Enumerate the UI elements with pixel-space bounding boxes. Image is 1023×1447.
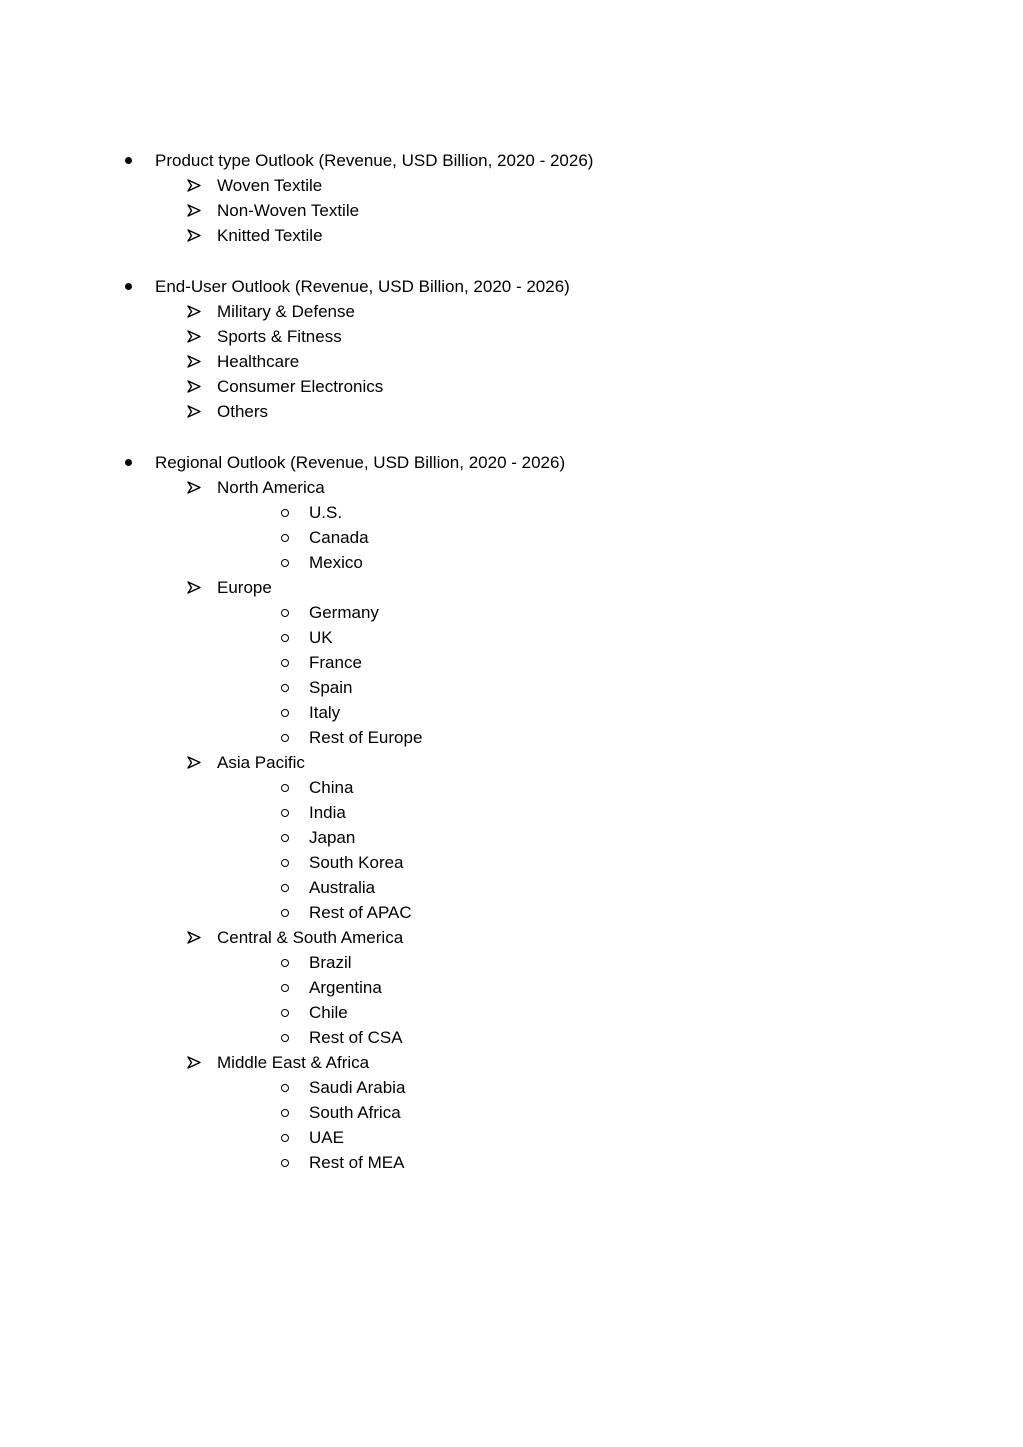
sub-list-item-label: UK xyxy=(309,628,333,647)
list-item xyxy=(0,173,1023,198)
sub-list-item xyxy=(0,550,1023,575)
bullet-dot-icon xyxy=(122,148,134,173)
sub-list-item-label: Mexico xyxy=(309,553,363,572)
arrow-bullet-icon xyxy=(186,324,202,349)
sub-list-item-label: Chile xyxy=(309,1003,348,1022)
list-item-label: Sports & Fitness xyxy=(217,327,342,346)
sub-list-item xyxy=(0,625,1023,650)
sub-list-item xyxy=(0,675,1023,700)
circle-bullet-icon xyxy=(278,1150,292,1175)
section-spacer xyxy=(0,248,1023,274)
sub-list-item-label: Rest of MEA xyxy=(309,1153,405,1172)
arrow-bullet-icon xyxy=(186,198,202,223)
sub-list-item xyxy=(0,1125,1023,1150)
arrow-bullet-icon xyxy=(186,399,202,424)
bullet-dot-icon xyxy=(122,274,134,299)
list-item xyxy=(0,1050,1023,1075)
sub-list-item xyxy=(0,500,1023,525)
circle-bullet-icon xyxy=(278,1100,292,1125)
sub-list-item xyxy=(0,725,1023,750)
sub-list-item xyxy=(0,525,1023,550)
list-item xyxy=(0,475,1023,500)
sub-list-item xyxy=(0,600,1023,625)
arrow-bullet-icon xyxy=(186,1050,202,1075)
list-item xyxy=(0,399,1023,424)
list-item-label: Europe xyxy=(217,578,272,597)
circle-bullet-icon xyxy=(278,675,292,700)
list-item-label: North America xyxy=(217,478,325,497)
list-item-label: Others xyxy=(217,402,269,421)
circle-bullet-icon xyxy=(278,700,292,725)
list-item-label: Asia Pacific xyxy=(217,753,305,772)
sub-list-item xyxy=(0,875,1023,900)
list-item xyxy=(0,324,1023,349)
circle-bullet-icon xyxy=(278,950,292,975)
circle-bullet-icon xyxy=(278,775,292,800)
sub-list-item xyxy=(0,1075,1023,1100)
outline-list xyxy=(0,148,1023,1175)
circle-bullet-icon xyxy=(278,825,292,850)
arrow-bullet-icon xyxy=(186,575,202,600)
list-item-label: Woven Textile xyxy=(217,176,323,195)
sub-list-item-label: Italy xyxy=(309,703,341,722)
sub-list-item-label: Spain xyxy=(309,678,353,697)
sub-list-item-label: Germany xyxy=(309,603,379,622)
circle-bullet-icon xyxy=(278,1025,292,1050)
circle-bullet-icon xyxy=(278,1125,292,1150)
sub-list-item-label: UAE xyxy=(309,1128,344,1147)
section-title: Product type Outlook (Revenue, USD Billion, 2020 - 2026) xyxy=(155,151,594,170)
circle-bullet-icon xyxy=(278,525,292,550)
sub-list-item-label: Saudi Arabia xyxy=(309,1078,406,1097)
sub-list-item-label: India xyxy=(309,803,346,822)
list-item xyxy=(0,299,1023,324)
circle-bullet-icon xyxy=(278,550,292,575)
sub-list-item xyxy=(0,1000,1023,1025)
sub-list-item-label: U.S. xyxy=(309,503,343,522)
arrow-bullet-icon xyxy=(186,925,202,950)
sub-list-item-label: Australia xyxy=(309,878,376,897)
sub-list-item xyxy=(0,650,1023,675)
circle-bullet-icon xyxy=(278,850,292,875)
arrow-bullet-icon xyxy=(186,173,202,198)
sub-list-item xyxy=(0,950,1023,975)
sub-list-item xyxy=(0,900,1023,925)
list-item-label: Central & South America xyxy=(217,928,404,947)
bullet-dot-icon xyxy=(122,450,134,475)
circle-bullet-icon xyxy=(278,875,292,900)
list-item xyxy=(0,750,1023,775)
circle-bullet-icon xyxy=(278,1075,292,1100)
list-item xyxy=(0,349,1023,374)
sub-list-item-label: Canada xyxy=(309,528,369,547)
sub-list-item xyxy=(0,775,1023,800)
sub-list-item xyxy=(0,800,1023,825)
circle-bullet-icon xyxy=(278,725,292,750)
list-item xyxy=(0,575,1023,600)
section-heading xyxy=(0,274,1023,299)
sub-list-item xyxy=(0,1150,1023,1175)
sub-list-item xyxy=(0,700,1023,725)
sub-list-item-label: Brazil xyxy=(309,953,352,972)
sub-list-item-label: Rest of CSA xyxy=(309,1028,403,1047)
arrow-bullet-icon xyxy=(186,475,202,500)
list-item xyxy=(0,374,1023,399)
arrow-bullet-icon xyxy=(186,223,202,248)
sub-list-item xyxy=(0,825,1023,850)
sub-list-item xyxy=(0,975,1023,1000)
circle-bullet-icon xyxy=(278,625,292,650)
sub-list-item-label: Japan xyxy=(309,828,356,847)
list-item xyxy=(0,223,1023,248)
list-item xyxy=(0,925,1023,950)
circle-bullet-icon xyxy=(278,1000,292,1025)
circle-bullet-icon xyxy=(278,500,292,525)
sub-list-item-label: South Korea xyxy=(309,853,404,872)
circle-bullet-icon xyxy=(278,900,292,925)
section-heading xyxy=(0,450,1023,475)
arrow-bullet-icon xyxy=(186,374,202,399)
arrow-bullet-icon xyxy=(186,349,202,374)
section-title: End-User Outlook (Revenue, USD Billion, 2020 - 2026) xyxy=(155,277,570,296)
arrow-bullet-icon xyxy=(186,299,202,324)
list-item xyxy=(0,198,1023,223)
circle-bullet-icon xyxy=(278,650,292,675)
section-title: Regional Outlook (Revenue, USD Billion, 2020 - 2026) xyxy=(155,453,566,472)
circle-bullet-icon xyxy=(278,975,292,1000)
list-item-label: Military & Defense xyxy=(217,302,355,321)
sub-list-item-label: Rest of Europe xyxy=(309,728,423,747)
arrow-bullet-icon xyxy=(186,750,202,775)
sub-list-item xyxy=(0,1025,1023,1050)
list-item-label: Consumer Electronics xyxy=(217,377,384,396)
sub-list-item-label: Rest of APAC xyxy=(309,903,412,922)
sub-list-item xyxy=(0,1100,1023,1125)
sub-list-item-label: South Africa xyxy=(309,1103,401,1122)
list-item-label: Non-Woven Textile xyxy=(217,201,360,220)
section-heading xyxy=(0,148,1023,173)
list-item-label: Healthcare xyxy=(217,352,300,371)
circle-bullet-icon xyxy=(278,800,292,825)
section-spacer xyxy=(0,424,1023,450)
circle-bullet-icon xyxy=(278,600,292,625)
sub-list-item-label: China xyxy=(309,778,354,797)
sub-list-item-label: France xyxy=(309,653,362,672)
list-item-label: Knitted Textile xyxy=(217,226,323,245)
list-item-label: Middle East & Africa xyxy=(217,1053,370,1072)
sub-list-item-label: Argentina xyxy=(309,978,382,997)
sub-list-item xyxy=(0,850,1023,875)
